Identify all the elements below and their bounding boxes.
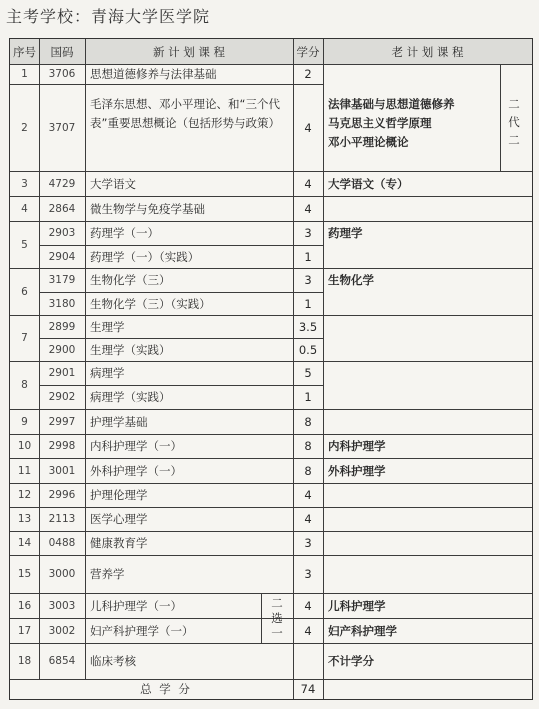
credit-cell: 4 [304,512,312,526]
seq-cell: 4 [21,203,28,215]
credit-cell: 8 [304,464,312,478]
seq-cell: 9 [21,416,28,428]
seq-cell: 15 [17,568,32,580]
course-name: 临床考核 [90,654,136,668]
old-course: 妇产科护理学 [328,624,397,638]
old-course: 外科护理学 [328,464,386,478]
code-cell: 3003 [48,600,76,612]
choice-note: 二选一 [271,596,283,640]
seq-cell: 17 [17,625,32,637]
old-course: 不计学分 [328,654,374,668]
course-name: 内科护理学（一） [90,439,182,453]
course-name: 病理学 [90,366,125,380]
code-cell: 2996 [48,489,76,501]
code-cell: 2997 [48,416,76,428]
seq-cell: 10 [17,440,32,452]
credit-cell: 4 [304,599,312,613]
credit-cell: 4 [304,488,312,502]
code-cell: 0488 [48,537,76,549]
seq-cell: 14 [17,537,32,549]
code-cell: 2113 [48,513,76,525]
old-course: 法律基础与思想道德修养 [328,97,455,111]
course-name: 药理学（一）（实践） [90,250,200,264]
seq-cell: 12 [17,489,32,501]
seq-cell: 6 [21,286,28,298]
course-name: 护理伦理学 [90,488,148,502]
course-name: 药理学（一） [90,226,159,240]
credit-cell: 3 [304,273,312,287]
old-course: 内科护理学 [328,439,386,453]
credit-cell: 3 [304,536,312,550]
code-cell: 2900 [48,344,76,356]
credit-cell: 4 [304,202,312,216]
course-name: 毛泽东思想、邓小平理论、和“三个代表”重要思想概论（包括形势与政策） [90,97,280,130]
course-name: 生理学（实践） [90,343,171,357]
seq-cell: 13 [17,513,32,525]
code-cell: 2864 [48,203,76,215]
seq-cell: 16 [17,600,32,612]
credit-cell: 0.5 [298,343,318,357]
credit-cell: 1 [304,390,312,404]
old-course: 药理学 [328,226,363,240]
seq-cell: 5 [21,239,28,251]
course-name: 营养学 [90,567,125,581]
code-cell: 3706 [48,68,76,80]
credit-cell: 3 [304,567,312,581]
seq-cell: 1 [21,68,28,80]
seq-cell: 8 [21,379,28,391]
code-cell: 6854 [48,655,76,667]
course-name: 护理学基础 [90,415,148,429]
credit-cell: 1 [304,250,312,264]
code-cell: 3180 [48,298,76,310]
code-cell: 2904 [48,251,76,263]
old-group-note: 二代二 [508,97,520,147]
course-name: 微生物学与免疫学基础 [90,202,205,216]
credit-cell: 2 [304,67,312,81]
course-table [9,38,533,700]
old-course: 儿科护理学 [328,599,386,613]
course-name: 生理学 [90,320,125,334]
course-name: 思想道德修养与法律基础 [90,67,217,81]
header-code: 国码 [50,45,74,59]
code-cell: 3001 [48,465,76,477]
code-cell: 2903 [48,227,76,239]
credit-cell: 3 [304,226,312,240]
course-name: 外科护理学（一） [90,464,182,478]
course-name: 妇产科护理学（一） [90,624,194,638]
old-course: 大学语文（专） [328,177,409,191]
course-name: 儿科护理学（一） [90,599,182,613]
header-old-plan: 老 计 划 课 程 [391,45,464,59]
code-cell: 3000 [48,568,76,580]
credit-cell: 5 [304,366,312,380]
code-cell: 3179 [48,274,76,286]
header-new-plan: 新 计 划 课 程 [152,45,226,59]
course-name: 生物化学（三）（实践） [90,297,211,311]
total-value: 74 [300,682,316,696]
header-seq: 序号 [13,45,36,59]
code-cell: 2899 [48,321,76,333]
course-name: 健康教育学 [90,536,148,550]
credit-cell: 4 [304,121,312,135]
old-course: 邓小平理论概论 [328,135,409,149]
header-credit: 学分 [296,45,320,59]
course-name: 病理学（实践） [90,390,171,404]
credit-cell: 1 [304,297,312,311]
credit-cell: 4 [304,177,312,191]
code-cell: 2902 [48,391,76,403]
course-name: 大学语文 [90,177,136,191]
old-course: 生物化学 [328,273,374,287]
school-title: 主考学校：青海大学医学院 [6,7,211,26]
code-cell: 2901 [48,367,76,379]
seq-cell: 7 [21,332,28,344]
seq-cell: 3 [21,178,28,190]
old-course: 马克思主义哲学原理 [328,116,432,130]
credit-cell: 4 [304,624,312,638]
credit-cell: 8 [304,439,312,453]
seq-cell: 11 [17,465,32,477]
credit-cell: 8 [304,415,312,429]
code-cell: 3002 [48,625,76,637]
code-cell: 4729 [48,178,76,190]
course-name: 医学心理学 [90,512,148,526]
credit-cell: 3.5 [298,320,318,334]
seq-cell: 18 [17,655,32,667]
code-cell: 2998 [48,440,76,452]
course-name: 生物化学（三） [90,273,171,287]
total-label: 总 学 分 [140,682,192,696]
code-cell: 3707 [48,122,76,134]
seq-cell: 2 [21,122,28,134]
